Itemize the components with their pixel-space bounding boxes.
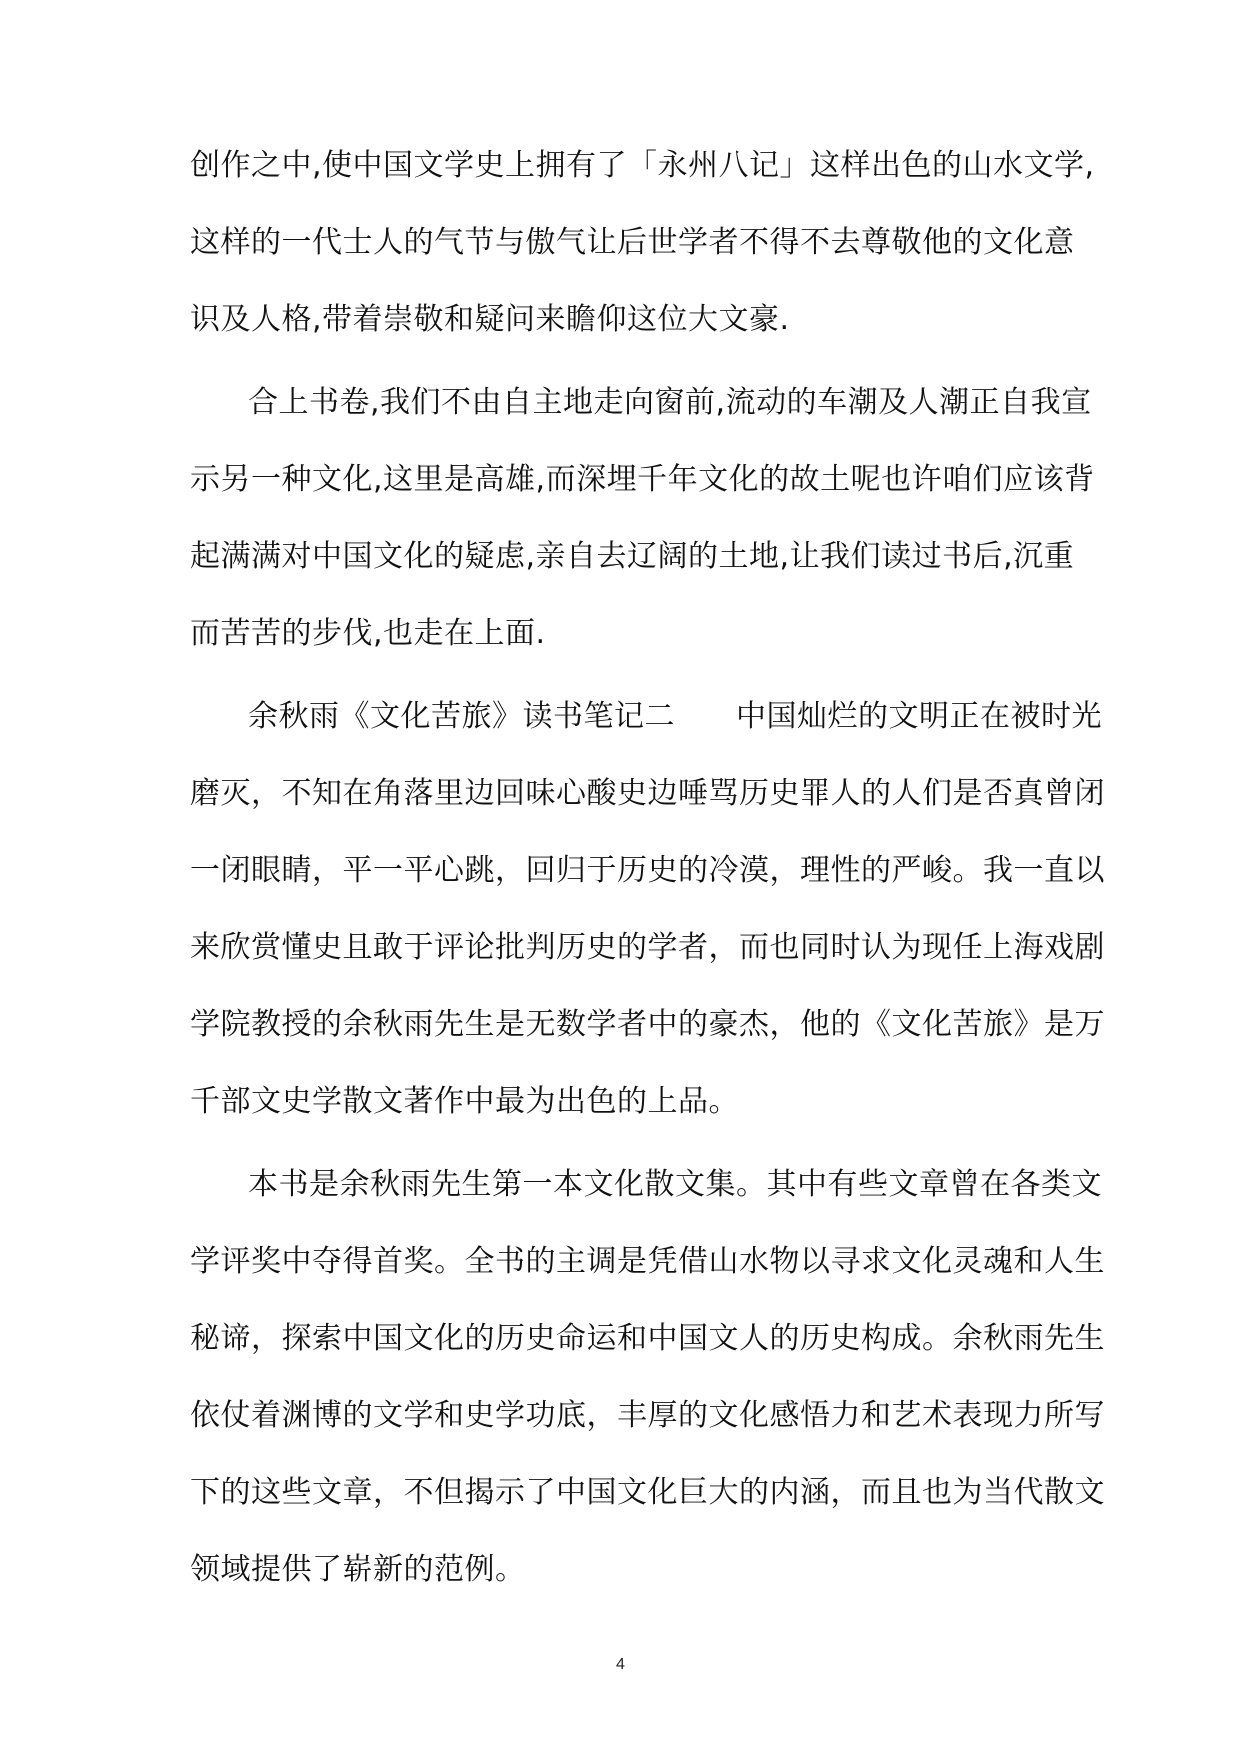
text-line: 来欣赏懂史且敢于评论批判历史的学者，而也同时认为现任上海戏剧: [190, 930, 1105, 965]
text-line: 示另一种文化,这里是高雄,而深埋千年文化的故土呢也许咱们应该背: [190, 462, 1095, 497]
paragraph-first-line: 合上书卷,我们不由自主地走向窗前,流动的车潮及人潮正自我宣: [248, 385, 1092, 420]
text-line: 下的这些文章，不但揭示了中国文化巨大的内涵，而且也为当代散文: [190, 1475, 1105, 1510]
text-line: 领域提供了崭新的范例。: [190, 1552, 526, 1587]
text-line: 依仗着渊博的文学和史学功底，丰厚的文化感悟力和艺术表现力所写: [190, 1398, 1105, 1433]
text-line: 这样的一代士人的气节与傲气让后世学者不得不去尊敬他的文化意: [190, 225, 1075, 260]
text-line: 一闭眼睛，平一平心跳，回归于历史的冷漠，理性的严峻。我一直以: [190, 853, 1105, 888]
text-line: 磨灭，不知在角落里边回味心酸史边唾骂历史罪人的人们是否真曾闭: [190, 776, 1105, 811]
text-line: 秘谛，探索中国文化的历史命运和中国文人的历史构成。余秋雨先生: [190, 1321, 1105, 1356]
text-line: 创作之中,使中国文学史上拥有了「永州八记」这样出色的山水文学,: [190, 148, 1095, 183]
text-line: 学院教授的余秋雨先生是无数学者中的豪杰，他的《文化苦旅》是万: [190, 1007, 1105, 1042]
text-line: 千部文史学散文著作中最为出色的上品。: [190, 1084, 739, 1119]
text-line: 学评奖中夺得首奖。全书的主调是凭借山水物以寻求文化灵魂和人生: [190, 1244, 1105, 1279]
paragraph-first-line: 本书是余秋雨先生第一本文化散文集。其中有些文章曾在各类文: [248, 1167, 1102, 1202]
paragraph-first-line: 余秋雨《文化苦旅》读书笔记二 中国灿烂的文明正在被时光: [248, 699, 1102, 734]
text-line: 起满满对中国文化的疑虑,亲自去辽阔的土地,让我们读过书后,沉重: [190, 539, 1075, 574]
text-line: 而苦苦的步伐,也走在上面.: [190, 616, 546, 651]
page-number: 4: [616, 1656, 625, 1673]
text-line: 识及人格,带着崇敬和疑问来瞻仰这位大文豪.: [190, 302, 790, 337]
